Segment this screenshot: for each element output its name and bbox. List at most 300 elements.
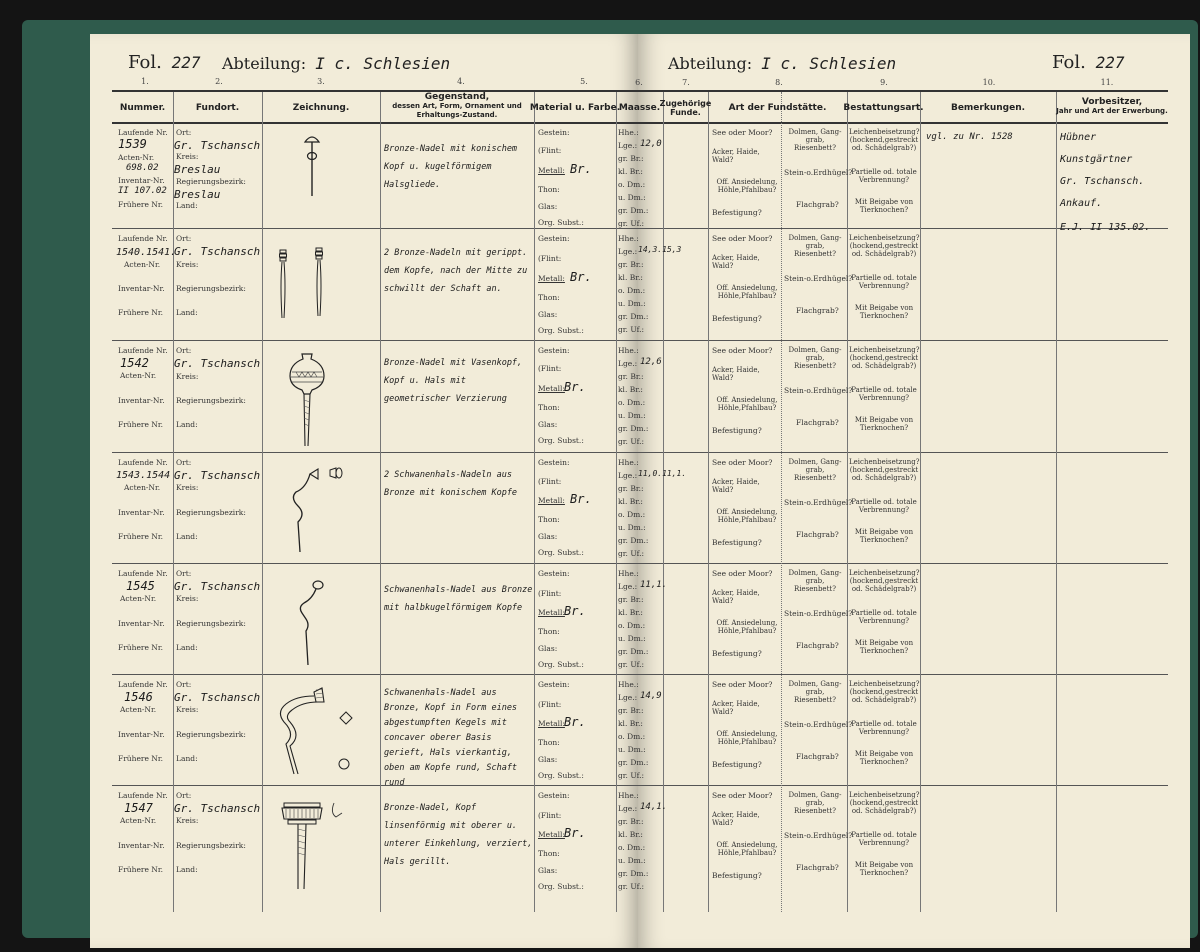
laufende-nr: 1545 (126, 579, 155, 593)
label-kreis: Kreis: (176, 152, 199, 161)
label-kreis: Kreis: (176, 483, 199, 492)
label-land: Land: (176, 201, 198, 210)
label-befestigung: Befestigung? (712, 426, 762, 435)
label-acker: Acker, Haide, Wald? (712, 700, 760, 716)
label-gestein: Gestein: (538, 346, 570, 355)
gegenstand-text: Bronze-Nadel mit Vasenkopf, Kopf u. Hals mit geometrischer Verzierung (384, 358, 523, 404)
header-label: Art der Fundstätte. (728, 102, 827, 113)
header-top-rule (112, 90, 1168, 92)
label-inventar: Inventar-Nr. (118, 619, 165, 628)
label-flachgrab: Flachgrab? (796, 306, 839, 315)
label-acten: Acten-Nr. (118, 153, 155, 162)
label-flint: (Flint: (538, 146, 562, 155)
label-ort: Ort: (176, 791, 192, 800)
label-org: Org. Subst.: (538, 660, 584, 669)
label-grdm: gr. Dm.: (618, 758, 649, 767)
label-thon: Thon: (538, 185, 560, 194)
label-udm: u. Dm.: (618, 523, 646, 532)
label-lge: Lge.: (618, 582, 638, 591)
label-lge: Lge.: (618, 471, 638, 480)
label-inventar: Inventar-Nr. (118, 284, 165, 293)
label-klbr: kl. Br.: (618, 719, 643, 728)
label-leichen: Leichenbeisetzung? (hockend,gestreckt od. Schädelgrab?) (849, 346, 920, 370)
label-fruehere: Frühere Nr. (118, 754, 164, 763)
label-off: Off. Ansiedelung, Höhle,Pfahlbau? (716, 178, 778, 194)
column-number: 2. (215, 77, 223, 86)
gegenstand-text: 2 Bronze-Nadeln mit gerippt. dem Kopfe, nach der Mitte zu schwillt der Schaft an. (384, 248, 528, 294)
header-zeichnung (262, 94, 380, 122)
fundort-ort: Gr. Tschansch (174, 469, 261, 482)
label-partielle: Partielle od. totale Verbrennung? (851, 386, 917, 402)
label-off: Off. Ansiedelung, Höhle,Pfahlbau? (716, 730, 778, 746)
label-grbr: gr. Br.: (618, 817, 644, 826)
label-off: Off. Ansiedelung, Höhle,Pfahlbau? (716, 508, 778, 524)
label-off: Off. Ansiedelung, Höhle,Pfahlbau? (716, 396, 778, 412)
header-label: Gegenstand, (424, 91, 490, 102)
header-fundort (173, 94, 262, 122)
label-thon: Thon: (538, 738, 560, 747)
label-dolmen: Dolmen, Gang-grab, Riesenbett? (788, 791, 842, 815)
label-grdm: gr. Dm.: (618, 647, 649, 656)
laenge-value: 14,1. (640, 802, 668, 812)
label-klbr: kl. Br.: (618, 497, 643, 506)
label-ort: Ort: (176, 346, 192, 355)
label-beigabe: Mit Beigabe von Tierknochen? (854, 639, 914, 655)
label-ort: Ort: (176, 128, 192, 137)
label-thon: Thon: (538, 849, 560, 858)
label-land: Land: (176, 420, 198, 429)
vorbesitzer-line: Hübner (1060, 132, 1097, 143)
table-row (112, 340, 1168, 451)
label-metall: Metall: (538, 166, 565, 175)
label-fruehere: Frühere Nr. (118, 308, 164, 317)
label-inventar: Inventar-Nr. (118, 730, 165, 739)
label-odm: o. Dm.: (618, 286, 646, 295)
label-dolmen: Dolmen, Gang-grab, Riesenbett? (788, 458, 842, 482)
label-grufl: gr. Uf.: (618, 549, 645, 558)
label-flachgrab: Flachgrab? (796, 530, 839, 539)
laenge-value: 11,0.11,1. (638, 469, 687, 478)
column-number: 6. (635, 78, 643, 87)
label-regbez: Regierungsbezirk: (176, 508, 246, 517)
label-grufl: gr. Uf.: (618, 325, 645, 334)
label-stein: Stein-o.Erdhügel? (784, 609, 853, 618)
label-org: Org. Subst.: (538, 218, 584, 227)
label-flachgrab: Flachgrab? (796, 200, 839, 209)
label-odm: o. Dm.: (618, 843, 646, 852)
label-partielle: Partielle od. totale Verbrennung? (851, 831, 917, 847)
label-grbr: gr. Br.: (618, 154, 644, 163)
label-grbr: gr. Br.: (618, 260, 644, 269)
label-metall: Metall: (538, 274, 565, 283)
label-fruehere: Frühere Nr. (118, 643, 164, 652)
label-leichen: Leichenbeisetzung? (hockend,gestreckt od. Schädelgrab?) (849, 680, 920, 704)
label-acten: Acten-Nr. (120, 594, 157, 603)
label-flint: (Flint: (538, 477, 562, 486)
header-sublabel: Jahr und Art der Erwerbung. (1056, 107, 1168, 115)
label-klbr: kl. Br.: (618, 385, 643, 394)
lens-head-pin-sketch (270, 795, 360, 895)
label-stein: Stein-o.Erdhügel? (784, 498, 853, 507)
laenge-value: 11,1. (640, 580, 668, 590)
pin-sketch (292, 130, 332, 200)
label-laufende: Laufende Nr. (118, 791, 168, 800)
label-hhe: Hhe.: (618, 680, 639, 689)
table-row (112, 785, 1168, 896)
header-sublabel: dessen Art, Form, Ornament und Erhaltungs-Zustand. (392, 101, 522, 119)
label-acten: Acten-Nr. (120, 371, 157, 380)
label-gestein: Gestein: (538, 128, 570, 137)
label-gestein: Gestein: (538, 569, 570, 578)
header-label: Vorbesitzer, (1081, 97, 1143, 107)
label-dolmen: Dolmen, Gang-grab, Riesenbett? (788, 346, 842, 370)
label-gestein: Gestein: (538, 791, 570, 800)
swan-neck-pin-sketch (284, 462, 354, 557)
label-thon: Thon: (538, 403, 560, 412)
label-dolmen: Dolmen, Gang-grab, Riesenbett? (788, 234, 842, 258)
label-grbr: gr. Br.: (618, 484, 644, 493)
label-hhe: Hhe.: (618, 128, 639, 137)
metall-value: Br. (570, 270, 592, 284)
header-vorbesitzer (1056, 92, 1168, 122)
label-land: Land: (176, 532, 198, 541)
label-land: Land: (176, 308, 198, 317)
laenge-value: 12,6 (640, 357, 662, 367)
label-acker: Acker, Haide, Wald? (712, 589, 760, 605)
gegenstand-text: Schwanenhals-Nadel aus Bronze, Kopf in Form eines abgestumpften Kegels mit concaver oberer Basis gerieft, Hals vierkantig, oben am Kopfe rund, Schaft rund (384, 688, 518, 788)
header-fundstaette (708, 94, 847, 122)
folio-number: 227 (171, 53, 201, 72)
label-flachgrab: Flachgrab? (796, 863, 839, 872)
label-lge: Lge.: (618, 247, 638, 256)
label-odm: o. Dm.: (618, 732, 646, 741)
metall-value: Br. (564, 715, 586, 729)
header-gegenstand (380, 90, 534, 122)
label-stein: Stein-o.Erdhügel? (784, 168, 853, 177)
label-ort: Ort: (176, 569, 192, 578)
column-number: 5. (580, 77, 588, 86)
abteilung-label: Abteilung: (668, 54, 753, 73)
header-label: Zeichnung. (292, 102, 350, 113)
label-flint: (Flint: (538, 589, 562, 598)
laufende-nr: 1546 (124, 690, 153, 704)
label-kreis: Kreis: (176, 594, 199, 603)
label-metall: Metall: (538, 719, 565, 728)
abteilung-value: I c. Schlesien (315, 54, 451, 73)
swan-neck-pin-sketch (266, 682, 376, 782)
laufende-nr: 1542 (120, 356, 149, 370)
label-ort: Ort: (176, 680, 192, 689)
label-acten: Acten-Nr. (124, 483, 161, 492)
label-odm: o. Dm.: (618, 621, 646, 630)
column-number: 8. (775, 78, 783, 87)
laufende-nr: 1539 (118, 137, 147, 151)
header-label: Nummer. (119, 102, 166, 113)
label-befestigung: Befestigung? (712, 314, 762, 323)
label-glas: Glas: (538, 310, 558, 319)
label-org: Org. Subst.: (538, 548, 584, 557)
label-flachgrab: Flachgrab? (796, 641, 839, 650)
header-bestattung (843, 94, 924, 122)
fundort-regbez: Breslau (174, 188, 221, 201)
abteilung-value: I c. Schlesien (761, 54, 897, 73)
header-label: Fundort. (195, 102, 240, 113)
column-number: 3. (317, 77, 325, 86)
label-fruehere: Frühere Nr. (118, 200, 164, 209)
label-see: See oder Moor? (712, 680, 773, 689)
label-inventar: Inventar-Nr. (118, 508, 165, 517)
label-befestigung: Befestigung? (712, 649, 762, 658)
label-hhe: Hhe.: (618, 791, 639, 800)
fundort-ort: Gr. Tschansch (174, 139, 261, 152)
label-beigabe: Mit Beigabe von Tierknochen? (854, 861, 914, 877)
label-fruehere: Frühere Nr. (118, 420, 164, 429)
label-leichen: Leichenbeisetzung? (hockend,gestreckt od. Schädelgrab?) (849, 569, 920, 593)
label-see: See oder Moor? (712, 458, 773, 467)
label-kreis: Kreis: (176, 816, 199, 825)
label-dolmen: Dolmen, Gang-grab, Riesenbett? (788, 569, 842, 593)
label-leichen: Leichenbeisetzung? (hockend,gestreckt od. Schädelgrab?) (849, 128, 920, 152)
label-flint: (Flint: (538, 254, 562, 263)
label-stein: Stein-o.Erdhügel? (784, 831, 853, 840)
label-grdm: gr. Dm.: (618, 206, 649, 215)
label-org: Org. Subst.: (538, 326, 584, 335)
fundort-ort: Gr. Tschansch (174, 245, 261, 258)
label-acten: Acten-Nr. (120, 816, 157, 825)
label-inventar: Inventar-Nr. (118, 176, 165, 185)
label-ort: Ort: (176, 234, 192, 243)
label-beigabe: Mit Beigabe von Tierknochen? (854, 528, 914, 544)
label-befestigung: Befestigung? (712, 538, 762, 547)
metall-value: Br. (564, 604, 586, 618)
label-laufende: Laufende Nr. (118, 128, 168, 137)
label-org: Org. Subst.: (538, 436, 584, 445)
label-glas: Glas: (538, 420, 558, 429)
label-lge: Lge.: (618, 804, 638, 813)
label-acker: Acker, Haide, Wald? (712, 254, 760, 270)
label-udm: u. Dm.: (618, 856, 646, 865)
label-dolmen: Dolmen, Gang-grab, Riesenbett? (788, 680, 842, 704)
laenge-value: 14,3.15,3 (638, 245, 682, 254)
label-metall: Metall: (538, 496, 565, 505)
label-glas: Glas: (538, 532, 558, 541)
label-laufende: Laufende Nr. (118, 458, 168, 467)
metall-value: Br. (570, 492, 592, 506)
label-flint: (Flint: (538, 364, 562, 373)
label-ort: Ort: (176, 458, 192, 467)
label-udm: u. Dm.: (618, 299, 646, 308)
label-leichen: Leichenbeisetzung? (hockend,gestreckt od. Schädelgrab?) (849, 458, 920, 482)
folio-left (128, 52, 200, 73)
label-beigabe: Mit Beigabe von Tierknochen? (854, 304, 914, 320)
column-number: 4. (457, 77, 465, 86)
label-grufl: gr. Uf.: (618, 660, 645, 669)
label-befestigung: Befestigung? (712, 760, 762, 769)
label-partielle: Partielle od. totale Verbrennung? (851, 274, 917, 290)
folio-number: 227 (1095, 53, 1125, 72)
label-off: Off. Ansiedelung, Höhle,Pfahlbau? (716, 284, 778, 300)
label-flachgrab: Flachgrab? (796, 752, 839, 761)
label-beigabe: Mit Beigabe von Tierknochen? (854, 416, 914, 432)
label-off: Off. Ansiedelung, Höhle,Pfahlbau? (716, 619, 778, 635)
label-fruehere: Frühere Nr. (118, 865, 164, 874)
column-number: 9. (880, 78, 888, 87)
label-hhe: Hhe.: (618, 569, 639, 578)
label-see: See oder Moor? (712, 128, 773, 137)
label-befestigung: Befestigung? (712, 208, 762, 217)
label-thon: Thon: (538, 627, 560, 636)
label-kreis: Kreis: (176, 260, 199, 269)
label-stein: Stein-o.Erdhügel? (784, 386, 853, 395)
label-regbez: Regierungsbezirk: (176, 284, 246, 293)
label-metall: Metall: (538, 830, 565, 839)
label-gestein: Gestein: (538, 234, 570, 243)
vorbesitzer-line: Kunstgärtner (1060, 154, 1133, 165)
label-leichen: Leichenbeisetzung? (hockend,gestreckt od. Schädelgrab?) (849, 791, 920, 815)
label-acker: Acker, Haide, Wald? (712, 366, 760, 382)
label-odm: o. Dm.: (618, 398, 646, 407)
label-glas: Glas: (538, 644, 558, 653)
ledger-table (112, 22, 1168, 912)
label-glas: Glas: (538, 755, 558, 764)
table-row (112, 674, 1168, 788)
table-row (112, 122, 1168, 233)
gegenstand-text: Schwanenhals-Nadel aus Bronze mit halbkugelförmigem Kopfe (384, 585, 533, 613)
label-laufende: Laufende Nr. (118, 234, 168, 243)
header-bemerkungen (920, 94, 1056, 122)
label-regbez: Regierungsbezirk: (176, 177, 246, 186)
column-number: 1. (141, 77, 149, 86)
gegenstand-text: Bronze-Nadel mit konischem Kopf u. kugelförmigem Halsgliede. (384, 144, 518, 190)
column-number: 10. (982, 78, 996, 87)
label-flint: (Flint: (538, 700, 562, 709)
label-regbez: Regierungsbezirk: (176, 841, 246, 850)
label-leichen: Leichenbeisetzung? (hockend,gestreckt od. Schädelgrab?) (849, 234, 920, 258)
label-grufl: gr. Uf.: (618, 437, 645, 446)
label-acker: Acker, Haide, Wald? (712, 478, 760, 494)
metall-value: Br. (564, 380, 586, 394)
header-zugehoerige (659, 94, 712, 122)
label-see: See oder Moor? (712, 791, 773, 800)
fundort-kreis: Breslau (174, 163, 221, 176)
label-metall: Metall: (538, 384, 565, 393)
label-metall: Metall: (538, 608, 565, 617)
header-material (529, 94, 621, 122)
label-stein: Stein-o.Erdhügel? (784, 720, 853, 729)
label-org: Org. Subst.: (538, 771, 584, 780)
label-regbez: Regierungsbezirk: (176, 730, 246, 739)
label-land: Land: (176, 865, 198, 874)
folio-label: Fol. (1052, 52, 1086, 73)
label-acten: Acten-Nr. (120, 705, 157, 714)
table-row (112, 228, 1168, 339)
abteilung-label: Abteilung: (222, 54, 307, 73)
label-laufende: Laufende Nr. (118, 680, 168, 689)
label-klbr: kl. Br.: (618, 273, 643, 282)
label-klbr: kl. Br.: (618, 608, 643, 617)
label-laufende: Laufende Nr. (118, 346, 168, 355)
fundort-ort: Gr. Tschansch (174, 691, 261, 704)
metall-value: Br. (564, 826, 586, 840)
vorbesitzer-line: E.J. II 135.02. (1060, 222, 1151, 233)
label-inventar: Inventar-Nr. (118, 396, 165, 405)
label-grufl: gr. Uf.: (618, 219, 645, 228)
label-acten: Acten-Nr. (124, 260, 161, 269)
label-gestein: Gestein: (538, 458, 570, 467)
inventar-nr: II 107.02 (118, 186, 167, 196)
abteilung-left (222, 54, 450, 73)
label-partielle: Partielle od. totale Verbrennung? (851, 720, 917, 736)
column-number: 11. (1100, 78, 1114, 87)
label-thon: Thon: (538, 293, 560, 302)
label-lge: Lge.: (618, 359, 638, 368)
label-gestein: Gestein: (538, 680, 570, 689)
label-grbr: gr. Br.: (618, 372, 644, 381)
header-label: Material u. Farbe. (529, 102, 621, 113)
vorbesitzer-line: Gr. Tschansch. (1060, 176, 1145, 187)
label-flint: (Flint: (538, 811, 562, 820)
metall-value: Br. (570, 162, 592, 176)
label-klbr: kl. Br.: (618, 167, 643, 176)
label-kreis: Kreis: (176, 705, 199, 714)
label-odm: o. Dm.: (618, 180, 646, 189)
label-partielle: Partielle od. totale Verbrennung? (851, 498, 917, 514)
header-nummer (112, 94, 173, 122)
label-udm: u. Dm.: (618, 634, 646, 643)
label-inventar: Inventar-Nr. (118, 841, 165, 850)
acten-nr: 698.02 (126, 163, 159, 173)
label-lge: Lge.: (618, 693, 638, 702)
pin-pair-sketch (270, 244, 340, 324)
gegenstand-text: 2 Schwanenhals-Nadeln aus Bronze mit konischem Kopfe (384, 470, 518, 498)
label-regbez: Regierungsbezirk: (176, 619, 246, 628)
laufende-nr: 1547 (124, 801, 153, 815)
label-udm: u. Dm.: (618, 193, 646, 202)
label-grdm: gr. Dm.: (618, 424, 649, 433)
label-regbez: Regierungsbezirk: (176, 396, 246, 405)
fundort-ort: Gr. Tschansch (174, 802, 261, 815)
label-grdm: gr. Dm.: (618, 536, 649, 545)
label-thon: Thon: (538, 515, 560, 524)
label-udm: u. Dm.: (618, 411, 646, 420)
label-grbr: gr. Br.: (618, 706, 644, 715)
table-row (112, 452, 1168, 563)
gegenstand-text: Bronze-Nadel, Kopf linsenförmig mit oberer u. unterer Einkehlung, verziert, Hals gerillt. (384, 803, 533, 867)
label-laufende: Laufende Nr. (118, 569, 168, 578)
label-dolmen: Dolmen, Gang-grab, Riesenbett? (788, 128, 842, 152)
column-number: 7. (682, 78, 690, 87)
swan-neck-pin-sketch (290, 575, 340, 670)
label-off: Off. Ansiedelung, Höhle,Pfahlbau? (716, 841, 778, 857)
header-label: Maasse. (618, 102, 661, 113)
label-partielle: Partielle od. totale Verbrennung? (851, 168, 917, 184)
header-label: Bemerkungen. (950, 102, 1026, 113)
label-grufl: gr. Uf.: (618, 882, 645, 891)
header-label: Bestattungsart. (843, 102, 924, 113)
laenge-value: 12,0 (640, 139, 662, 149)
bemerkungen-text: vgl. zu Nr. 1528 (926, 132, 1013, 142)
label-glas: Glas: (538, 866, 558, 875)
label-befestigung: Befestigung? (712, 871, 762, 880)
laufende-nr: 1543.1544 (116, 470, 171, 481)
label-acker: Acker, Haide, Wald? (712, 148, 760, 164)
vorbesitzer-line: Ankauf. (1060, 198, 1103, 209)
label-beigabe: Mit Beigabe von Tierknochen? (854, 198, 914, 214)
label-glas: Glas: (538, 202, 558, 211)
abteilung-right (668, 54, 896, 73)
label-acker: Acker, Haide, Wald? (712, 811, 760, 827)
label-land: Land: (176, 754, 198, 763)
